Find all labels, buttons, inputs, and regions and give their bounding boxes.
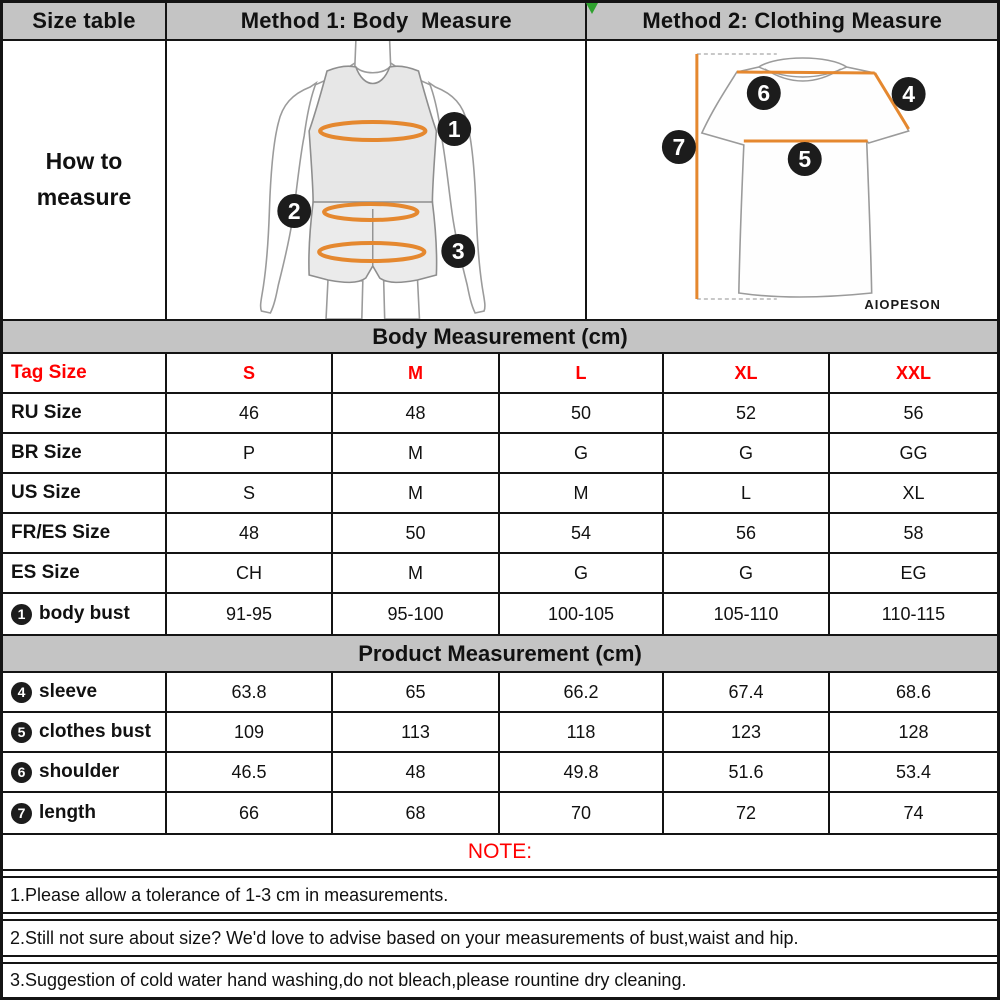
marker-6-number: 6	[757, 79, 771, 107]
table-cell: 48	[333, 753, 500, 793]
table-cell: CH	[167, 554, 333, 594]
left-leg-outline	[326, 279, 363, 319]
table-cell: G	[664, 554, 830, 594]
title-row	[3, 3, 997, 41]
note-title: NOTE:	[3, 835, 997, 871]
marker-2	[277, 194, 311, 228]
table-cell: 58	[830, 514, 997, 554]
table-cell: 68	[333, 793, 500, 833]
marker-7-badge: 7	[11, 803, 32, 824]
table-cell: S	[167, 474, 333, 514]
row-label-length	[3, 793, 167, 833]
table-cell: 72	[664, 793, 830, 833]
table-cell: 123	[664, 713, 830, 753]
neck-outline	[355, 41, 391, 73]
table-cell: 46.5	[167, 753, 333, 793]
table-cell: M	[333, 554, 500, 594]
shoulder-measure-line	[737, 72, 875, 73]
table-cell: M	[333, 434, 500, 474]
row-label-shoulder	[3, 753, 167, 793]
table-cell: 118	[500, 713, 664, 753]
table-cell: 52	[664, 394, 830, 434]
row-label-text: shoulder	[39, 761, 120, 782]
note-item-3: 3.Suggestion of cold water hand washing,do not bleach,please rountine dry cleaning.	[3, 962, 997, 997]
marker-3	[441, 234, 475, 268]
method2-title: Method 2: Clothing Measure	[587, 3, 997, 39]
tag-size-header: Tag Size	[3, 354, 167, 394]
row-label-us-size: US Size	[3, 474, 167, 514]
table-cell: L	[664, 474, 830, 514]
table-cell: 48	[167, 514, 333, 554]
row-label-br-size: BR Size	[3, 434, 167, 474]
marker-6	[747, 76, 781, 110]
table-cell: 65	[333, 673, 500, 713]
marker-3-number: 3	[451, 237, 465, 265]
table-cell: M	[333, 474, 500, 514]
table-cell: P	[167, 434, 333, 474]
right-leg-outline	[384, 279, 420, 319]
table-cell: 49.8	[500, 753, 664, 793]
table-cell: 68.6	[830, 673, 997, 713]
table-cell: EG	[830, 554, 997, 594]
size-column-xl: XL	[664, 354, 830, 394]
note-item-1: 1.Please allow a tolerance of 1-3 cm in measurements.	[3, 876, 997, 914]
marker-5	[788, 142, 822, 176]
product-measurement-table	[3, 673, 997, 835]
table-cell: 51.6	[664, 753, 830, 793]
row-label-es-size: ES Size	[3, 554, 167, 594]
brand-label: AIOPESON	[864, 296, 942, 313]
table-cell: 91-95	[167, 594, 333, 634]
table-cell: 95-100	[333, 594, 500, 634]
illustration-row	[3, 41, 997, 321]
row-label-clothes-bust	[3, 713, 167, 753]
how-to-measure-label: How to measure	[3, 41, 167, 319]
tshirt-illustration	[587, 41, 997, 319]
size-column-xxl: XXL	[830, 354, 997, 394]
marker-4-badge: 4	[11, 682, 32, 703]
table-cell: 109	[167, 713, 333, 753]
table-cell: 50	[333, 514, 500, 554]
table-cell: 46	[167, 394, 333, 434]
table-cell: G	[664, 434, 830, 474]
size-column-s: S	[167, 354, 333, 394]
table-cell: 63.8	[167, 673, 333, 713]
row-label-text: clothes bust	[39, 721, 151, 742]
row-label-text: length	[39, 802, 96, 823]
marker-6-badge: 6	[11, 762, 32, 783]
marker-5-badge: 5	[11, 722, 32, 743]
table-cell: 105-110	[664, 594, 830, 634]
table-cell: 74	[830, 793, 997, 833]
marker-7	[662, 130, 696, 164]
size-column-m: M	[333, 354, 500, 394]
marker-5-number: 5	[798, 145, 812, 173]
table-cell: 66	[167, 793, 333, 833]
marker-4	[892, 77, 926, 111]
body-measurement-table	[3, 354, 997, 636]
product-measurement-title: Product Measurement (cm)	[3, 636, 997, 673]
row-label-sleeve	[3, 673, 167, 713]
table-cell: 67.4	[664, 673, 830, 713]
table-cell: 70	[500, 793, 664, 833]
marker-1-badge: 1	[11, 604, 32, 625]
body-figure-illustration	[167, 41, 585, 319]
table-cell: M	[500, 474, 664, 514]
table-cell: 113	[333, 713, 500, 753]
table-cell: 53.4	[830, 753, 997, 793]
table-cell: 100-105	[500, 594, 664, 634]
table-cell: GG	[830, 434, 997, 474]
table-cell: 48	[333, 394, 500, 434]
table-cell: G	[500, 434, 664, 474]
table-cell: G	[500, 554, 664, 594]
size-table-title: Size table	[3, 3, 167, 39]
note-item-2: 2.Still not sure about size? We'd love to advise based on your measurements of bust,waist and hip.	[3, 919, 997, 957]
table-cell: XL	[830, 474, 997, 514]
size-column-l: L	[500, 354, 664, 394]
marker-1	[437, 112, 471, 146]
table-cell: 56	[830, 394, 997, 434]
clothing-measure-diagram	[587, 41, 997, 319]
row-label-body-bust	[3, 594, 167, 634]
table-cell: 110-115	[830, 594, 997, 634]
marker-1-number: 1	[447, 115, 461, 143]
body-measure-diagram	[167, 41, 587, 319]
body-measurement-title: Body Measurement (cm)	[3, 321, 997, 354]
table-cell: 56	[664, 514, 830, 554]
row-label-text: body bust	[39, 603, 130, 624]
table-cell: 66.2	[500, 673, 664, 713]
marker-2-number: 2	[287, 197, 301, 225]
table-cell: 128	[830, 713, 997, 753]
row-label-text: sleeve	[39, 681, 98, 702]
method1-title: Method 1: Body Measure	[167, 3, 587, 39]
table-cell: 54	[500, 514, 664, 554]
table-cell: 50	[500, 394, 664, 434]
marker-7-number: 7	[672, 133, 686, 161]
tshirt-outline	[702, 58, 909, 297]
green-flag-icon	[580, 3, 598, 15]
row-label-ru-size: RU Size	[3, 394, 167, 434]
marker-4-number: 4	[902, 80, 916, 108]
row-label-fr-es-size: FR/ES Size	[3, 514, 167, 554]
